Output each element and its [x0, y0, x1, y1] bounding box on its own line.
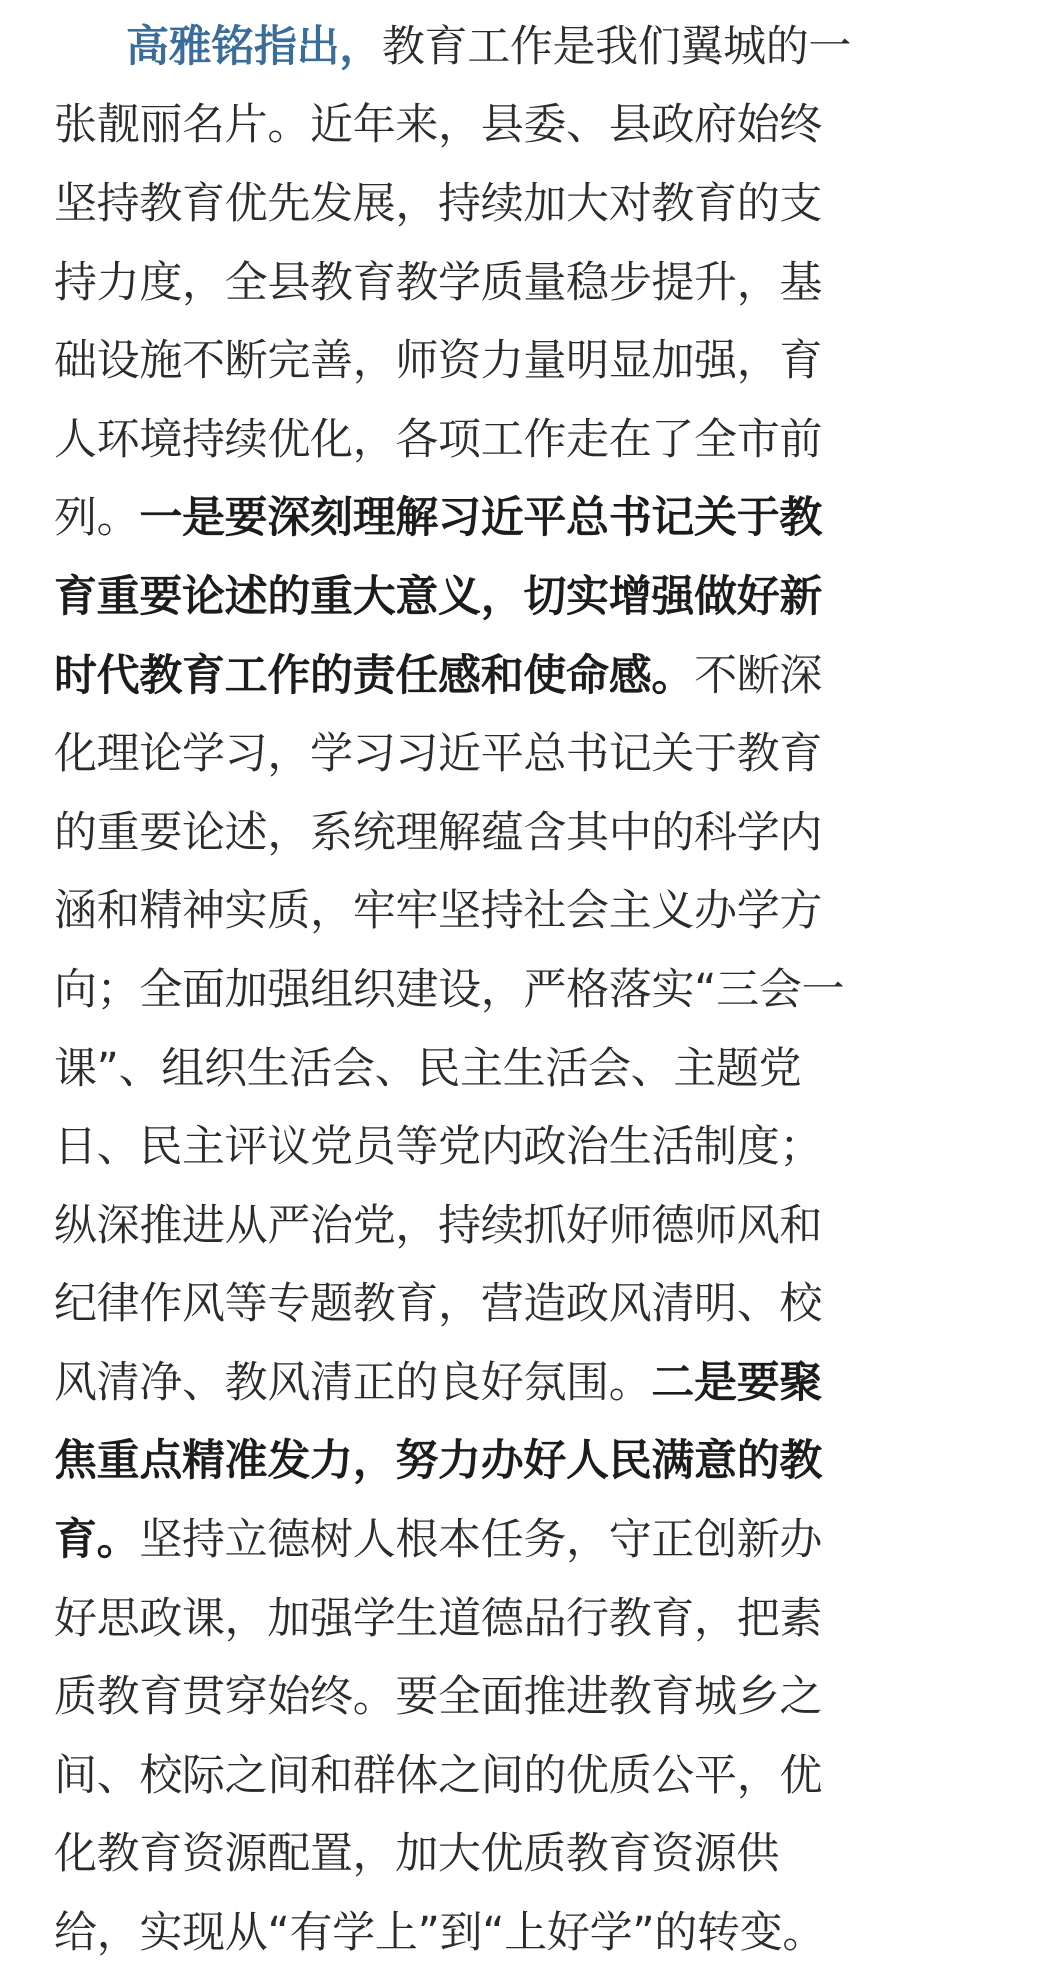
paragraph-line	[54, 1654, 1006, 1733]
emphasis-text: 育。	[54, 1515, 140, 1566]
paragraph-line	[54, 318, 1006, 397]
paragraph-line	[54, 1576, 1006, 1655]
paragraph-line	[54, 1890, 1006, 1969]
paragraph-line	[54, 554, 1006, 633]
paragraph-line	[54, 869, 1006, 948]
emphasis-text: 育重要论述的重大意义，切实增强做好新	[54, 571, 823, 622]
body-text: 列。	[54, 493, 140, 544]
body-text: 质教育贯穿始终。要全面推进教育城乡之	[54, 1672, 823, 1723]
body-text: 持力度，全县教育教学质量稳步提升，基	[54, 257, 823, 308]
paragraph-line	[54, 4, 1006, 83]
paragraph-line	[54, 1104, 1006, 1183]
body-text: 风清净、教风清正的良好氛围。	[54, 1357, 652, 1408]
body-text: 好思政课，加强学生道德品行教育，把素	[54, 1593, 823, 1644]
paragraph-line	[54, 947, 1006, 1026]
paragraph-line	[54, 397, 1006, 476]
body-text: 给，实现从“有学上”到“上好学”的转变。	[54, 1908, 826, 1959]
emphasis-text: 时代教育工作的责任感和使命感。	[54, 650, 695, 701]
body-text: 向；全面加强组织建设，严格落实“三会一	[54, 964, 845, 1015]
paragraph-line	[54, 1497, 1006, 1576]
emphasis-text: 二是要聚	[651, 1357, 823, 1408]
paragraph-line	[54, 1340, 1006, 1419]
body-text: 础设施不断完善，师资力量明显加强，育	[54, 336, 823, 387]
paragraph-line	[54, 1262, 1006, 1341]
emphasis-text: 焦重点精准发力，努力办好人民满意的教	[54, 1436, 823, 1487]
article-body	[0, 4, 1060, 1975]
emphasis-text: 一是要深刻理解习近平总书记关于教	[139, 493, 823, 544]
speaker-lead-text: 高雅铭指出，	[126, 21, 382, 72]
paragraph-line	[54, 240, 1006, 319]
paragraph-line	[54, 1183, 1006, 1262]
body-text: 纵深推进从严治党，持续抓好师德师风和	[54, 1200, 823, 1251]
body-text: 教育工作是我们翼城的一	[381, 21, 852, 72]
paragraph-line	[54, 161, 1006, 240]
paragraph-line	[54, 1026, 1006, 1105]
body-text: 日、民主评议党员等党内政治生活制度；	[54, 1122, 823, 1173]
paragraph-line	[54, 711, 1006, 790]
paragraph-line	[54, 1733, 1006, 1812]
paragraph-line	[54, 633, 1006, 712]
body-text: 化理论学习，学习习近平总书记关于教育	[54, 729, 823, 780]
paragraph-line	[54, 1812, 1006, 1891]
paragraph-line	[54, 1419, 1006, 1498]
body-text: 人环境持续优化，各项工作走在了全市前	[54, 414, 823, 465]
paragraph-line	[54, 790, 1006, 869]
body-text: 坚持立德树人根本任务，守正创新办	[139, 1515, 823, 1566]
paragraph-line	[54, 476, 1006, 555]
body-text: 间、校际之间和群体之间的优质公平，优	[54, 1750, 823, 1801]
body-text: 课”、组织生活会、民主生活会、主题党	[54, 1043, 802, 1094]
body-text: 张靓丽名片。近年来，县委、县政府始终	[54, 100, 823, 151]
body-text: 化教育资源配置，加大优质教育资源供	[54, 1829, 780, 1880]
body-text: 不断深	[694, 650, 823, 701]
body-text: 坚持教育优先发展，持续加大对教育的支	[54, 178, 823, 229]
body-text: 涵和精神实质，牢牢坚持社会主义办学方	[54, 886, 823, 937]
paragraph-line	[54, 83, 1006, 162]
body-text: 的重要论述，系统理解蕴含其中的科学内	[54, 807, 823, 858]
body-text: 纪律作风等专题教育，营造政风清明、校	[54, 1279, 823, 1330]
